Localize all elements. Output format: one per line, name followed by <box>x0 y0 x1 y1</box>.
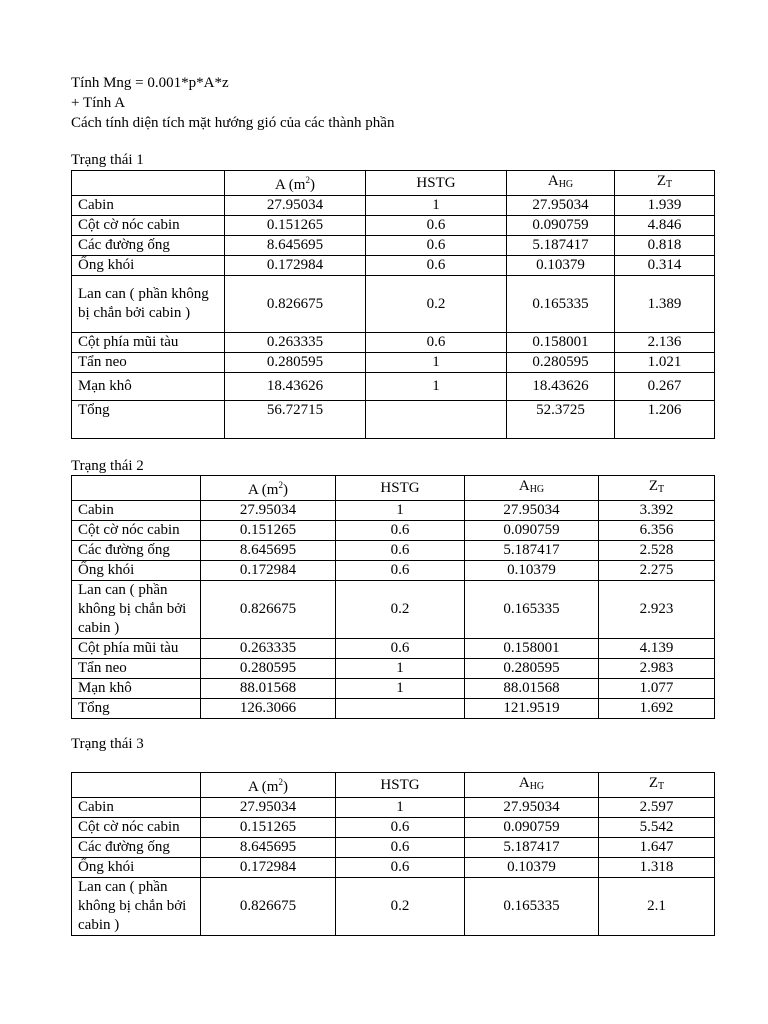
total-row <box>72 401 715 439</box>
area-value: 27.95034 <box>201 501 336 521</box>
component-name: Tổng <box>72 699 201 719</box>
component-name: Lan can ( phần không bị chắn bởi cabin ) <box>72 878 201 936</box>
hstg-value: 1 <box>366 353 507 373</box>
hstg-value: 0.6 <box>366 256 507 276</box>
area-value: 0.151265 <box>201 818 336 838</box>
table-row <box>72 858 715 878</box>
header-ahg-text: HG <box>558 179 574 190</box>
ahg-value: 0.10379 <box>465 561 599 581</box>
hstg-value: 0.6 <box>336 838 465 858</box>
zt-value: 6.356 <box>599 521 715 541</box>
component-name: Các đường ống <box>72 541 201 561</box>
header-zt <box>599 476 715 501</box>
header-ahg-text: A <box>547 173 559 189</box>
zt-value: 2.1 <box>599 878 715 936</box>
component-name: Lan can ( phần không bị chắn bởi cabin ) <box>72 276 225 333</box>
header-ahg-text: A <box>518 775 530 791</box>
hstg-value: 1 <box>336 501 465 521</box>
ahg-value: 0.090759 <box>507 216 615 236</box>
header-ahg <box>465 476 599 501</box>
ahg-value: 27.95034 <box>507 196 615 216</box>
ahg-value: 0.090759 <box>465 521 599 541</box>
component-name: Tẩn neo <box>72 353 225 373</box>
state-2-label: Trạng thái 2 <box>71 458 144 474</box>
hstg-value: 0.2 <box>336 581 465 639</box>
method-line: Cách tính diện tích mặt hướng gió của các thành phần <box>71 115 395 131</box>
header-area-text: ) <box>309 177 315 193</box>
header-ahg-text: A <box>518 478 530 494</box>
ahg-value: 0.165335 <box>465 878 599 936</box>
component-name: Các đường ống <box>72 236 225 256</box>
hstg-value: 1 <box>366 373 507 401</box>
header-area-text: A (m <box>248 482 279 498</box>
zt-value: 2.923 <box>599 581 715 639</box>
zt-value: 1.389 <box>615 276 715 333</box>
header-ahg <box>465 773 599 798</box>
area-value: 0.826675 <box>225 276 366 333</box>
ahg-value: 88.01568 <box>465 679 599 699</box>
zt-value: 2.528 <box>599 541 715 561</box>
header-hstg-text: HSTG <box>416 174 456 191</box>
ahg-value: 0.158001 <box>465 639 599 659</box>
hstg-value: 1 <box>336 798 465 818</box>
table-row <box>72 216 715 236</box>
area-value: 8.645695 <box>225 236 366 256</box>
area-value: 0.151265 <box>201 521 336 541</box>
component-name: Mạn khô <box>72 373 225 401</box>
area-value: 0.826675 <box>201 581 336 639</box>
component-name: Tổng <box>72 401 225 439</box>
ahg-value: 52.3725 <box>507 401 615 439</box>
ahg-value: 27.95034 <box>465 798 599 818</box>
header-area-text: A (m <box>248 779 279 795</box>
state-1-table <box>71 170 715 439</box>
table-row <box>72 798 715 818</box>
zt-value: 1.077 <box>599 679 715 699</box>
area-value: 126.3066 <box>201 699 336 719</box>
hstg-value: 0.6 <box>336 858 465 878</box>
component-name: Cột cờ nóc cabin <box>72 521 201 541</box>
ahg-value: 5.187417 <box>465 541 599 561</box>
table-row <box>72 878 715 936</box>
table-row <box>72 838 715 858</box>
hstg-value: 0.6 <box>336 561 465 581</box>
header-hstg <box>366 171 507 196</box>
component-name: Cột cờ nóc cabin <box>72 818 201 838</box>
component-name: Ống khói <box>72 561 201 581</box>
zt-value: 4.139 <box>599 639 715 659</box>
header-zt-text: Z <box>648 478 659 494</box>
formula-line: Tính Mng = 0.001*p*A*z <box>71 75 229 91</box>
component-name: Lan can ( phần không bị chắn bởi cabin ) <box>72 581 201 639</box>
header-row <box>72 773 715 798</box>
hstg-value <box>336 699 465 719</box>
table-row <box>72 639 715 659</box>
area-value: 8.645695 <box>201 838 336 858</box>
zt-value: 1.692 <box>599 699 715 719</box>
component-name: Mạn khô <box>72 679 201 699</box>
area-value: 27.95034 <box>201 798 336 818</box>
ahg-value: 0.165335 <box>507 276 615 333</box>
zt-value: 2.136 <box>615 333 715 353</box>
component-name: Các đường ống <box>72 838 201 858</box>
header-area-text: 2 <box>278 480 283 490</box>
hstg-value: 0.2 <box>336 878 465 936</box>
table-row <box>72 818 715 838</box>
component-name: Ống khói <box>72 256 225 276</box>
ahg-value: 5.187417 <box>507 236 615 256</box>
zt-value: 1.647 <box>599 838 715 858</box>
area-value: 27.95034 <box>225 196 366 216</box>
hstg-value: 0.6 <box>336 541 465 561</box>
zt-value: 1.021 <box>615 353 715 373</box>
header-empty <box>72 171 225 196</box>
header-area <box>225 171 366 196</box>
ahg-value: 5.187417 <box>465 838 599 858</box>
area-value: 0.172984 <box>225 256 366 276</box>
header-empty <box>72 773 201 798</box>
area-value: 8.645695 <box>201 541 336 561</box>
ahg-value: 0.280595 <box>507 353 615 373</box>
header-ahg-text: HG <box>529 781 545 792</box>
hstg-value: 0.2 <box>366 276 507 333</box>
area-value: 0.263335 <box>201 639 336 659</box>
area-value: 0.151265 <box>225 216 366 236</box>
zt-value: 1.318 <box>599 858 715 878</box>
header-hstg-text: HSTG <box>380 776 420 793</box>
ahg-value: 0.158001 <box>507 333 615 353</box>
ahg-value: 0.10379 <box>507 256 615 276</box>
header-hstg-text: HSTG <box>380 479 420 496</box>
table-row <box>72 276 715 333</box>
table-row <box>72 541 715 561</box>
zt-value: 2.983 <box>599 659 715 679</box>
header-area-text: ) <box>282 779 288 795</box>
table-row <box>72 581 715 639</box>
ahg-value: 0.165335 <box>465 581 599 639</box>
hstg-value: 0.6 <box>336 521 465 541</box>
state-3-label: Trạng thái 3 <box>71 736 144 752</box>
component-name: Cột phía mũi tàu <box>72 639 201 659</box>
hstg-value: 0.6 <box>366 216 507 236</box>
state-3-table <box>71 772 715 936</box>
area-value: 0.172984 <box>201 561 336 581</box>
component-name: Cabin <box>72 798 201 818</box>
header-row <box>72 476 715 501</box>
zt-value: 2.597 <box>599 798 715 818</box>
state-1-label: Trạng thái 1 <box>71 152 144 168</box>
table-row <box>72 679 715 699</box>
header-zt-text: T <box>666 179 673 190</box>
zt-value: 5.542 <box>599 818 715 838</box>
hstg-value: 1 <box>366 196 507 216</box>
zt-value: 2.275 <box>599 561 715 581</box>
component-name: Ống khói <box>72 858 201 878</box>
table-row <box>72 236 715 256</box>
component-name: Cột phía mũi tàu <box>72 333 225 353</box>
component-name: Cabin <box>72 196 225 216</box>
component-name: Cột cờ nóc cabin <box>72 216 225 236</box>
hstg-value: 1 <box>336 679 465 699</box>
header-ahg <box>507 171 615 196</box>
header-empty <box>72 476 201 501</box>
state-2-table <box>71 475 715 719</box>
zt-value: 3.392 <box>599 501 715 521</box>
area-value: 88.01568 <box>201 679 336 699</box>
header-zt-text: Z <box>656 173 667 189</box>
header-zt <box>615 171 715 196</box>
header-zt-text: T <box>658 484 665 495</box>
area-value: 0.280595 <box>225 353 366 373</box>
header-area-text: A (m <box>275 177 306 193</box>
area-value: 0.280595 <box>201 659 336 679</box>
area-value: 18.43626 <box>225 373 366 401</box>
zt-value: 1.206 <box>615 401 715 439</box>
table-row <box>72 561 715 581</box>
area-value: 0.263335 <box>225 333 366 353</box>
header-ahg-text: HG <box>529 484 545 495</box>
hstg-value: 0.6 <box>336 818 465 838</box>
ahg-value: 0.280595 <box>465 659 599 679</box>
area-value: 56.72715 <box>225 401 366 439</box>
header-hstg <box>336 773 465 798</box>
hstg-value: 0.6 <box>366 236 507 256</box>
header-area <box>201 476 336 501</box>
table-row <box>72 501 715 521</box>
ahg-value: 27.95034 <box>465 501 599 521</box>
zt-value: 4.846 <box>615 216 715 236</box>
area-value: 0.172984 <box>201 858 336 878</box>
header-zt-text: Z <box>648 775 659 791</box>
hstg-value: 0.6 <box>366 333 507 353</box>
table-row <box>72 333 715 353</box>
zt-value: 0.314 <box>615 256 715 276</box>
header-area-text: ) <box>282 482 288 498</box>
hstg-value <box>366 401 507 439</box>
table-row <box>72 659 715 679</box>
header-zt <box>599 773 715 798</box>
ahg-value: 0.10379 <box>465 858 599 878</box>
hstg-value: 1 <box>336 659 465 679</box>
header-zt-text: T <box>658 781 665 792</box>
ahg-value: 18.43626 <box>507 373 615 401</box>
ahg-value: 0.090759 <box>465 818 599 838</box>
header-row <box>72 171 715 196</box>
compute-a-line: + Tính A <box>71 95 126 111</box>
table-row <box>72 353 715 373</box>
header-hstg <box>336 476 465 501</box>
component-name: Tẩn neo <box>72 659 201 679</box>
ahg-value: 121.9519 <box>465 699 599 719</box>
table-row <box>72 373 715 401</box>
header-area-text: 2 <box>278 777 283 787</box>
component-name: Cabin <box>72 501 201 521</box>
zt-value: 0.267 <box>615 373 715 401</box>
total-row <box>72 699 715 719</box>
hstg-value: 0.6 <box>336 639 465 659</box>
table-row <box>72 196 715 216</box>
zt-value: 0.818 <box>615 236 715 256</box>
zt-value: 1.939 <box>615 196 715 216</box>
area-value: 0.826675 <box>201 878 336 936</box>
header-area-text: 2 <box>305 175 310 185</box>
table-row <box>72 521 715 541</box>
table-row <box>72 256 715 276</box>
header-area <box>201 773 336 798</box>
